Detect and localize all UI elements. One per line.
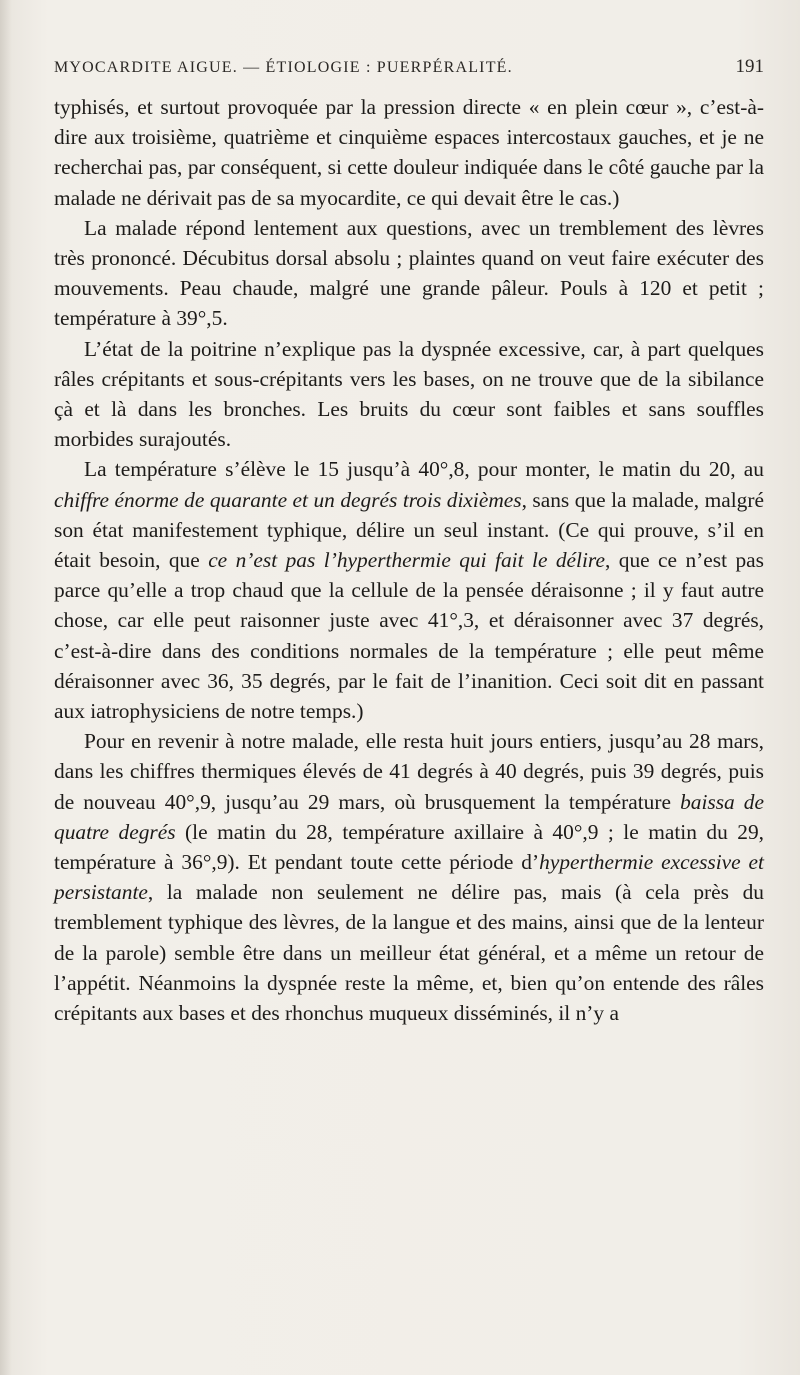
italic-text-segment: baissa de quatre degrés [54, 789, 764, 844]
body-text [54, 92, 764, 1028]
text-segment: La température s’élève le 15 jusqu’à 40°,8, pour monter, le matin du 20, au [84, 457, 764, 482]
text-segment: Pour en revenir à notre malade, elle resta huit jours entiers, jusqu’au 28 mars, dans les chiffres thermiques élevés de 41 degrés à 40 degrés, puis 39 degrés, puis de nouveau 40°,9, jusqu’au 29 mars, où brusquement la température [54, 729, 764, 814]
text-segment: , la malade non seulement ne délire pas, mais (à cela près du tremblement typhique des lèvres, de la langue et des mains, ainsi que de la lenteur de la parole) semble être dans un meilleur état général, et a même un retour de l’appétit. Néanmoins la dyspnée reste la même, et, bien qu’on entende des râles crépitants aux bases et des rhonchus muqueux disséminés, il n’y a [54, 880, 764, 1026]
italic-text-segment: chiffre énorme de quarante et un degrés trois dixièmes [54, 487, 522, 512]
running-title: MYOCARDITE AIGUE. — ÉTIOLOGIE : PUERPÉRALITÉ. [54, 59, 513, 76]
text-segment: , que ce n’est pas parce qu’elle a trop chaud que la cellule de la pensée déraisonne ; il y faut autre chose, car elle peut raisonner juste avec 41°,3, et déraisonner avec 37 degrés, c’est-à-dire dans des conditions normales de la température ; elle peut même déraisonner avec 36, 35 degrés, par le fait de l’inanition. Ceci soit dit en passant aux iatrophysiciens de notre temps.) [54, 548, 764, 724]
text-segment: L’état de la poitrine n’explique pas la dyspnée excessive, car, à part quelques râles crépitants et sous-crépitants vers les bases, on ne trouve que de la sibilance çà et là dans les bronches. Les bruits du cœur sont faibles et sans souffles morbides surajoutés. [54, 336, 764, 452]
text-segment: , sans que la malade, malgré son état manifestement typhique, délire un seul instant. (Ce qui prouve, s’il en était besoin, que [54, 487, 764, 573]
page-number: 191 [735, 56, 764, 77]
text-segment: typhisés, et surtout provoquée par la pression directe « en plein cœur », c’est-à-dire aux troisième, quatrième et cinquième espaces intercostaux gauches, et je ne recherchai pas, par conséquent, si cette douleur indiquée dans le côté gauche par la malade ne dérivait pas de sa myocardite, ce qui devait être le cas.) [54, 95, 764, 210]
text-segment: (le matin du 28, température axillaire à 40°,9 ; le matin du 29, température à 36°,9). Et pendant toute cette période d’ [54, 819, 764, 875]
italic-text-segment: hyperthermie excessive et persistante [54, 850, 764, 905]
paragraph [54, 726, 764, 1028]
binding-shadow [0, 0, 12, 1375]
running-header [54, 56, 764, 78]
paragraph [54, 454, 764, 726]
paragraph [54, 213, 764, 334]
italic-text-segment: ce n’est pas l’hyperthermie qui fait le délire [208, 548, 605, 573]
paragraph [54, 334, 764, 455]
paragraph [54, 92, 764, 213]
text-segment: La malade répond lentement aux questions, avec un tremblement des lèvres très prononcé. Décubitus dorsal absolu ; plaintes quand on veut faire exécuter des mouvements. Peau chaude, malgré une grande pâleur. Pouls à 120 et petit ; température à 39°,5. [54, 215, 764, 331]
